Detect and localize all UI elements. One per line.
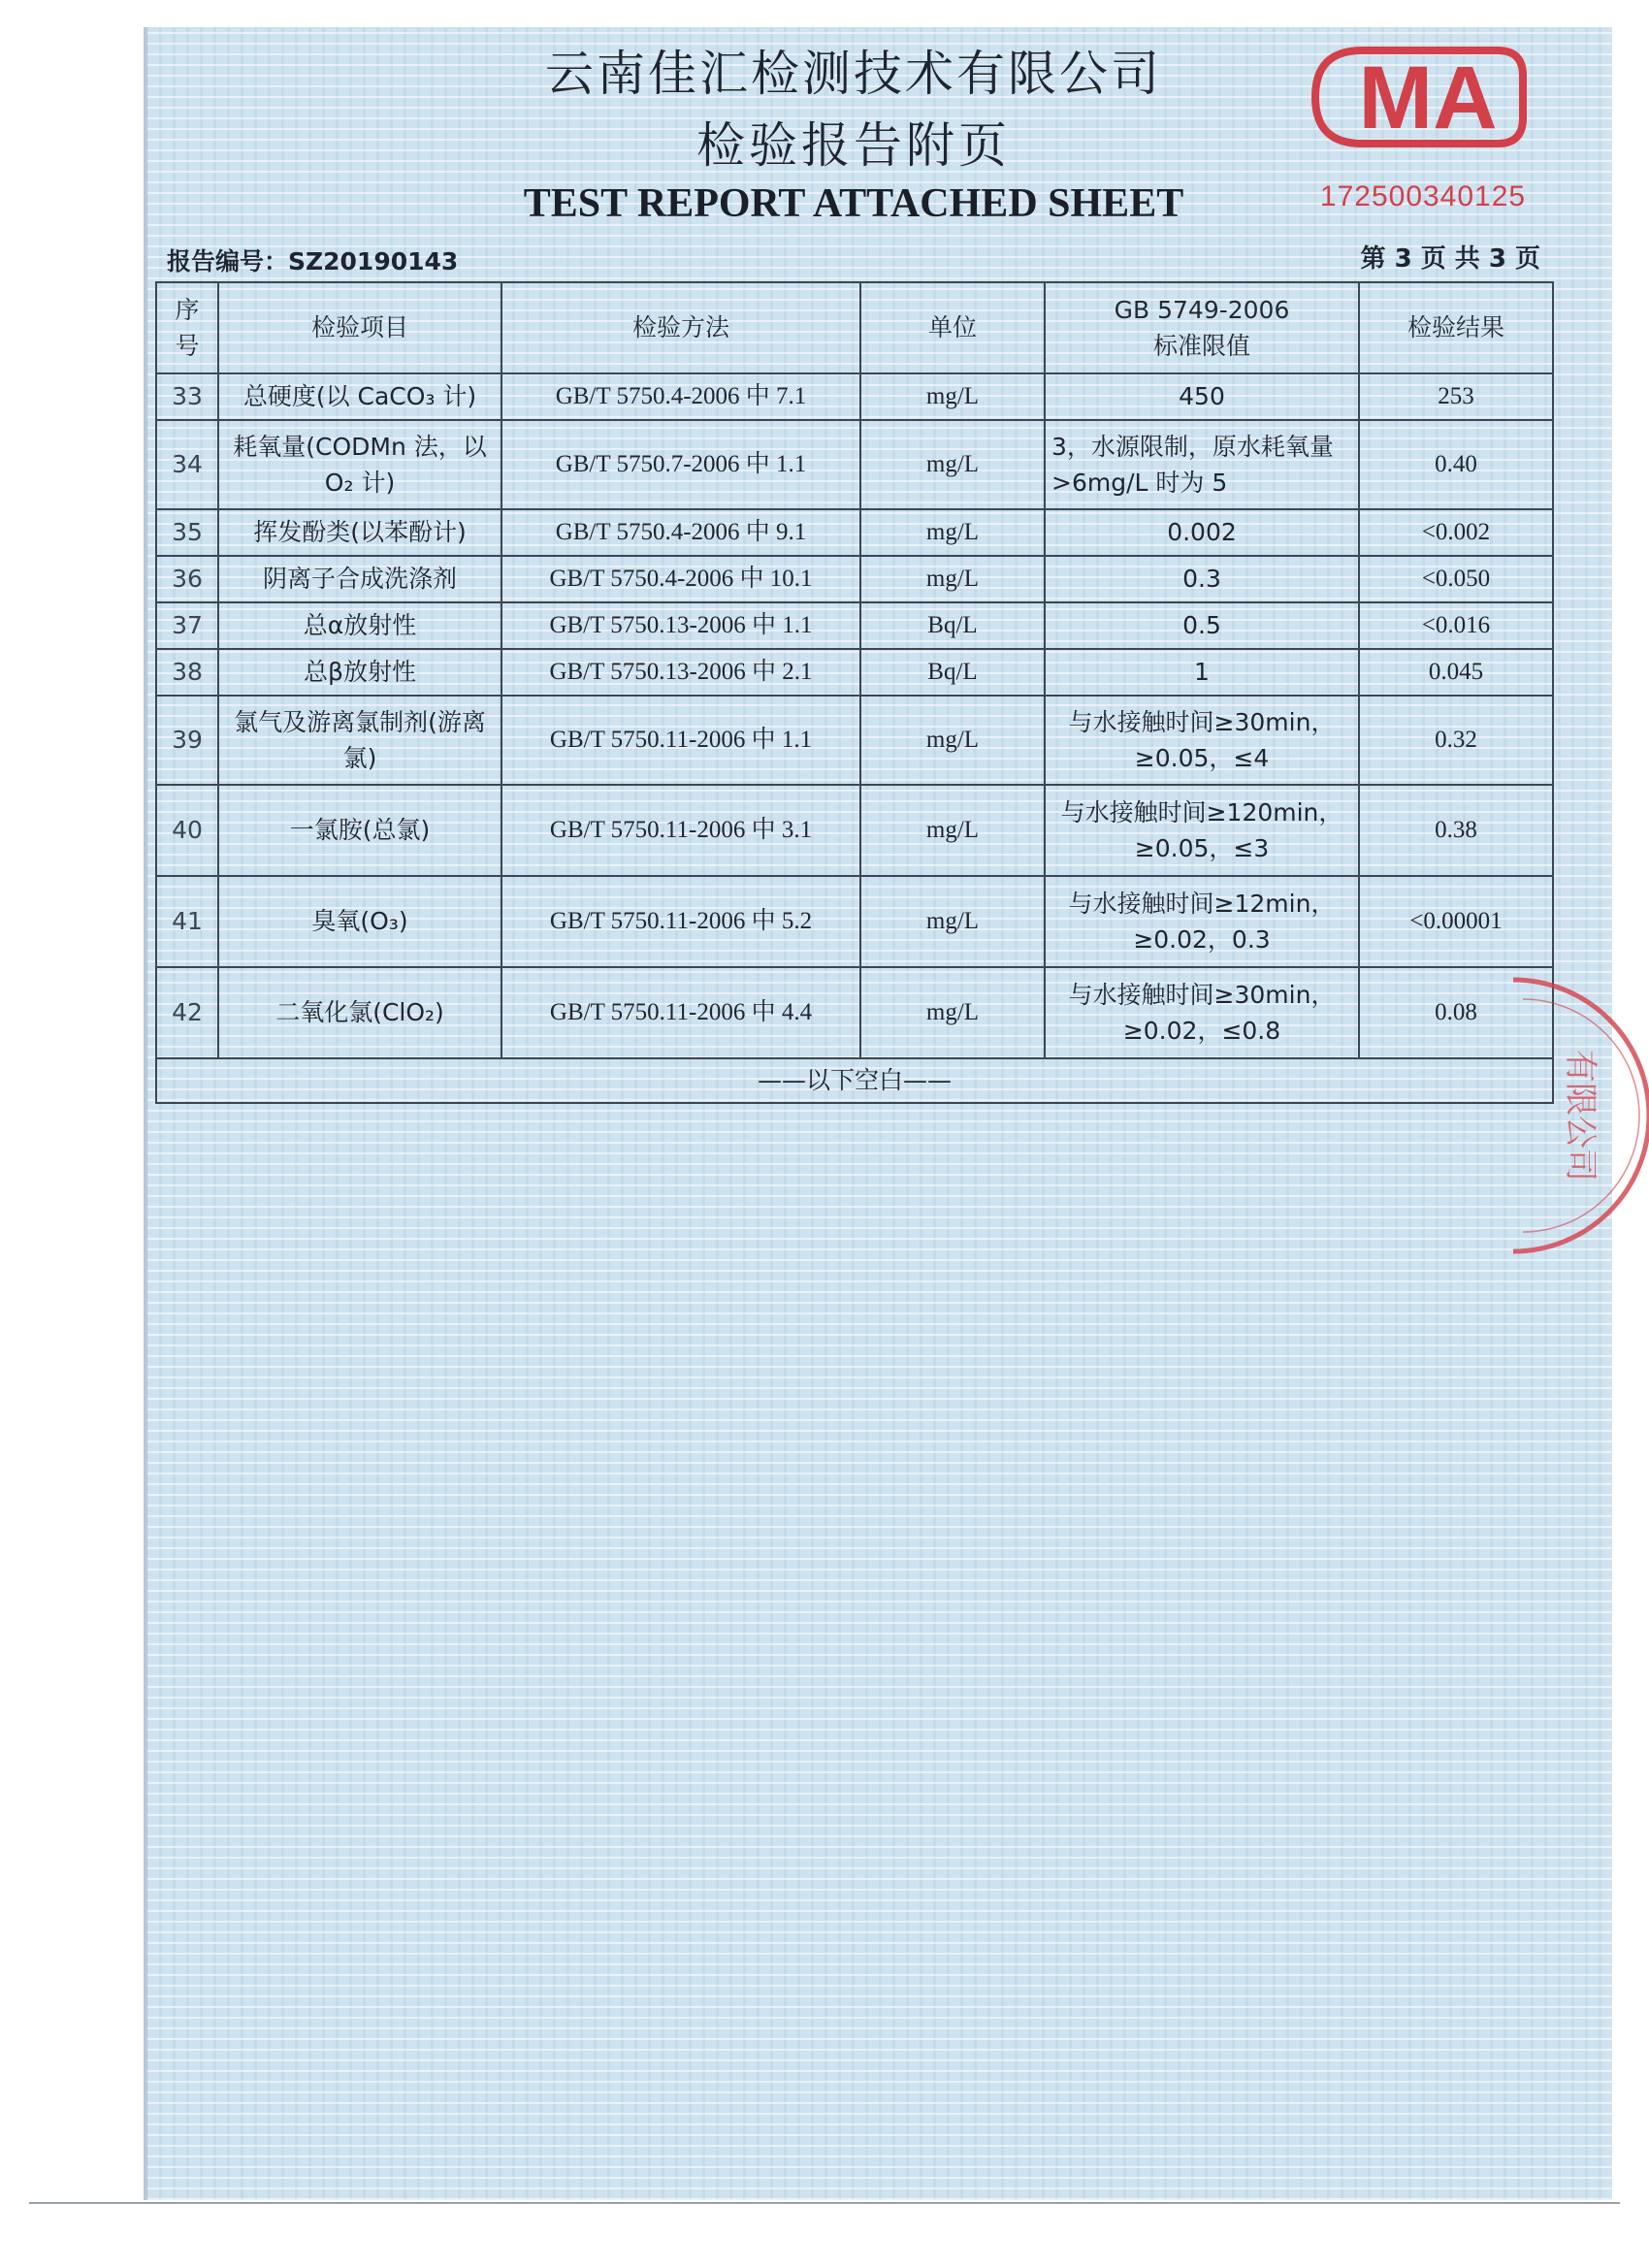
table-row: [156, 420, 1553, 509]
row-unit: Bq/L: [860, 602, 1045, 649]
row-result: <0.050: [1359, 556, 1553, 602]
row-no: 38: [156, 649, 218, 696]
row-item: 总β放射性: [218, 649, 501, 696]
row-item: 耗氧量(CODMn 法，以 O₂ 计): [218, 420, 501, 509]
row-limit: 450: [1045, 373, 1359, 420]
table-row: [156, 373, 1553, 420]
row-unit: mg/L: [860, 509, 1045, 556]
row-item: 挥发酚类(以苯酚计): [218, 509, 501, 556]
header-result: 检验结果: [1359, 282, 1553, 373]
row-result: 0.40: [1359, 420, 1553, 509]
cma-certificate-number: 172500340125: [1319, 180, 1527, 212]
row-limit: 与水接触时间≥120min， ≥0.05，≤3: [1045, 785, 1359, 876]
row-no: 35: [156, 509, 218, 556]
table-row: [156, 509, 1553, 556]
row-item: 氯气及游离氯制剂(游离氯): [218, 696, 501, 785]
cma-seal-icon: [1304, 39, 1533, 155]
row-method: GB/T 5750.4-2006 中 7.1: [501, 373, 860, 420]
row-result: 0.08: [1359, 967, 1553, 1058]
row-unit: mg/L: [860, 420, 1045, 509]
row-no: 34: [156, 420, 218, 509]
row-method: GB/T 5750.7-2006 中 1.1: [501, 420, 860, 509]
row-result: <0.002: [1359, 509, 1553, 556]
row-result: 253: [1359, 373, 1553, 420]
test-results-table: [155, 281, 1554, 1104]
row-item: 阴离子合成洗涤剂: [218, 556, 501, 602]
row-no: 42: [156, 967, 218, 1058]
row-result: 0.32: [1359, 696, 1553, 785]
row-item: 总硬度(以 CaCO₃ 计): [218, 373, 501, 420]
row-unit: mg/L: [860, 967, 1045, 1058]
table-row: [156, 876, 1553, 967]
blank-below-note: ——以下空白——: [156, 1058, 1553, 1103]
header-method: 检验方法: [501, 282, 860, 373]
svg-text:MA: MA: [1358, 49, 1498, 147]
paper-edge: [144, 27, 147, 2200]
scan-bottom-line: [29, 2202, 1620, 2204]
row-no: 36: [156, 556, 218, 602]
row-method: GB/T 5750.11-2006 中 1.1: [501, 696, 860, 785]
company-seal-stamp-icon: [1494, 970, 1649, 1261]
row-limit: 与水接触时间≥12min， ≥0.02，0.3: [1045, 876, 1359, 967]
header-limit: GB 5749-2006 标准限值: [1045, 282, 1359, 373]
row-limit: 0.002: [1045, 509, 1359, 556]
row-no: 39: [156, 696, 218, 785]
header-item: 检验项目: [218, 282, 501, 373]
row-method: GB/T 5750.11-2006 中 4.4: [501, 967, 860, 1058]
row-limit: 0.5: [1045, 602, 1359, 649]
row-unit: mg/L: [860, 373, 1045, 420]
row-item: 臭氧(O₃): [218, 876, 501, 967]
row-result: 0.38: [1359, 785, 1553, 876]
row-item: 二氧化氯(ClO₂): [218, 967, 501, 1058]
row-no: 41: [156, 876, 218, 967]
table-row: [156, 785, 1553, 876]
row-limit: 1: [1045, 649, 1359, 696]
row-method: GB/T 5750.11-2006 中 5.2: [501, 876, 860, 967]
row-method: GB/T 5750.13-2006 中 2.1: [501, 649, 860, 696]
table-header-row: [156, 282, 1553, 373]
row-method: GB/T 5750.13-2006 中 1.1: [501, 602, 860, 649]
row-unit: mg/L: [860, 696, 1045, 785]
report-number: 报告编号：SZ20190143: [167, 247, 459, 275]
row-result: <0.016: [1359, 602, 1553, 649]
page-indicator: 第 3 页 共 3 页: [1360, 244, 1540, 274]
row-item: 总α放射性: [218, 602, 501, 649]
table-row: [156, 556, 1553, 602]
svg-text:有限公司: 有限公司: [1561, 1050, 1600, 1182]
document-subtitle: 检验报告附页: [696, 117, 1011, 174]
row-limit: 与水接触时间≥30min， ≥0.02，≤0.8: [1045, 967, 1359, 1058]
header-unit: 单位: [860, 282, 1045, 373]
row-result: <0.00001: [1359, 876, 1553, 967]
row-method: GB/T 5750.4-2006 中 10.1: [501, 556, 860, 602]
table-row: [156, 696, 1553, 785]
header-no: 序 号: [156, 282, 218, 373]
row-no: 33: [156, 373, 218, 420]
company-name: 云南佳汇检测技术有限公司: [545, 46, 1162, 102]
english-title: TEST REPORT ATTACHED SHEET: [523, 181, 1184, 226]
row-method: GB/T 5750.11-2006 中 3.1: [501, 785, 860, 876]
row-no: 40: [156, 785, 218, 876]
row-limit: 与水接触时间≥30min， ≥0.05，≤4: [1045, 696, 1359, 785]
row-unit: mg/L: [860, 876, 1045, 967]
row-item: 一氯胺(总氯): [218, 785, 501, 876]
end-note-row: [156, 1058, 1553, 1103]
row-no: 37: [156, 602, 218, 649]
table-row: [156, 967, 1553, 1058]
table-row: [156, 602, 1553, 649]
row-result: 0.045: [1359, 649, 1553, 696]
row-unit: mg/L: [860, 785, 1045, 876]
row-unit: Bq/L: [860, 649, 1045, 696]
row-method: GB/T 5750.4-2006 中 9.1: [501, 509, 860, 556]
row-unit: mg/L: [860, 556, 1045, 602]
row-limit: 3，水源限制，原水耗氧量>6mg/L 时为 5: [1045, 420, 1359, 509]
row-limit: 0.3: [1045, 556, 1359, 602]
table-row: [156, 649, 1553, 696]
